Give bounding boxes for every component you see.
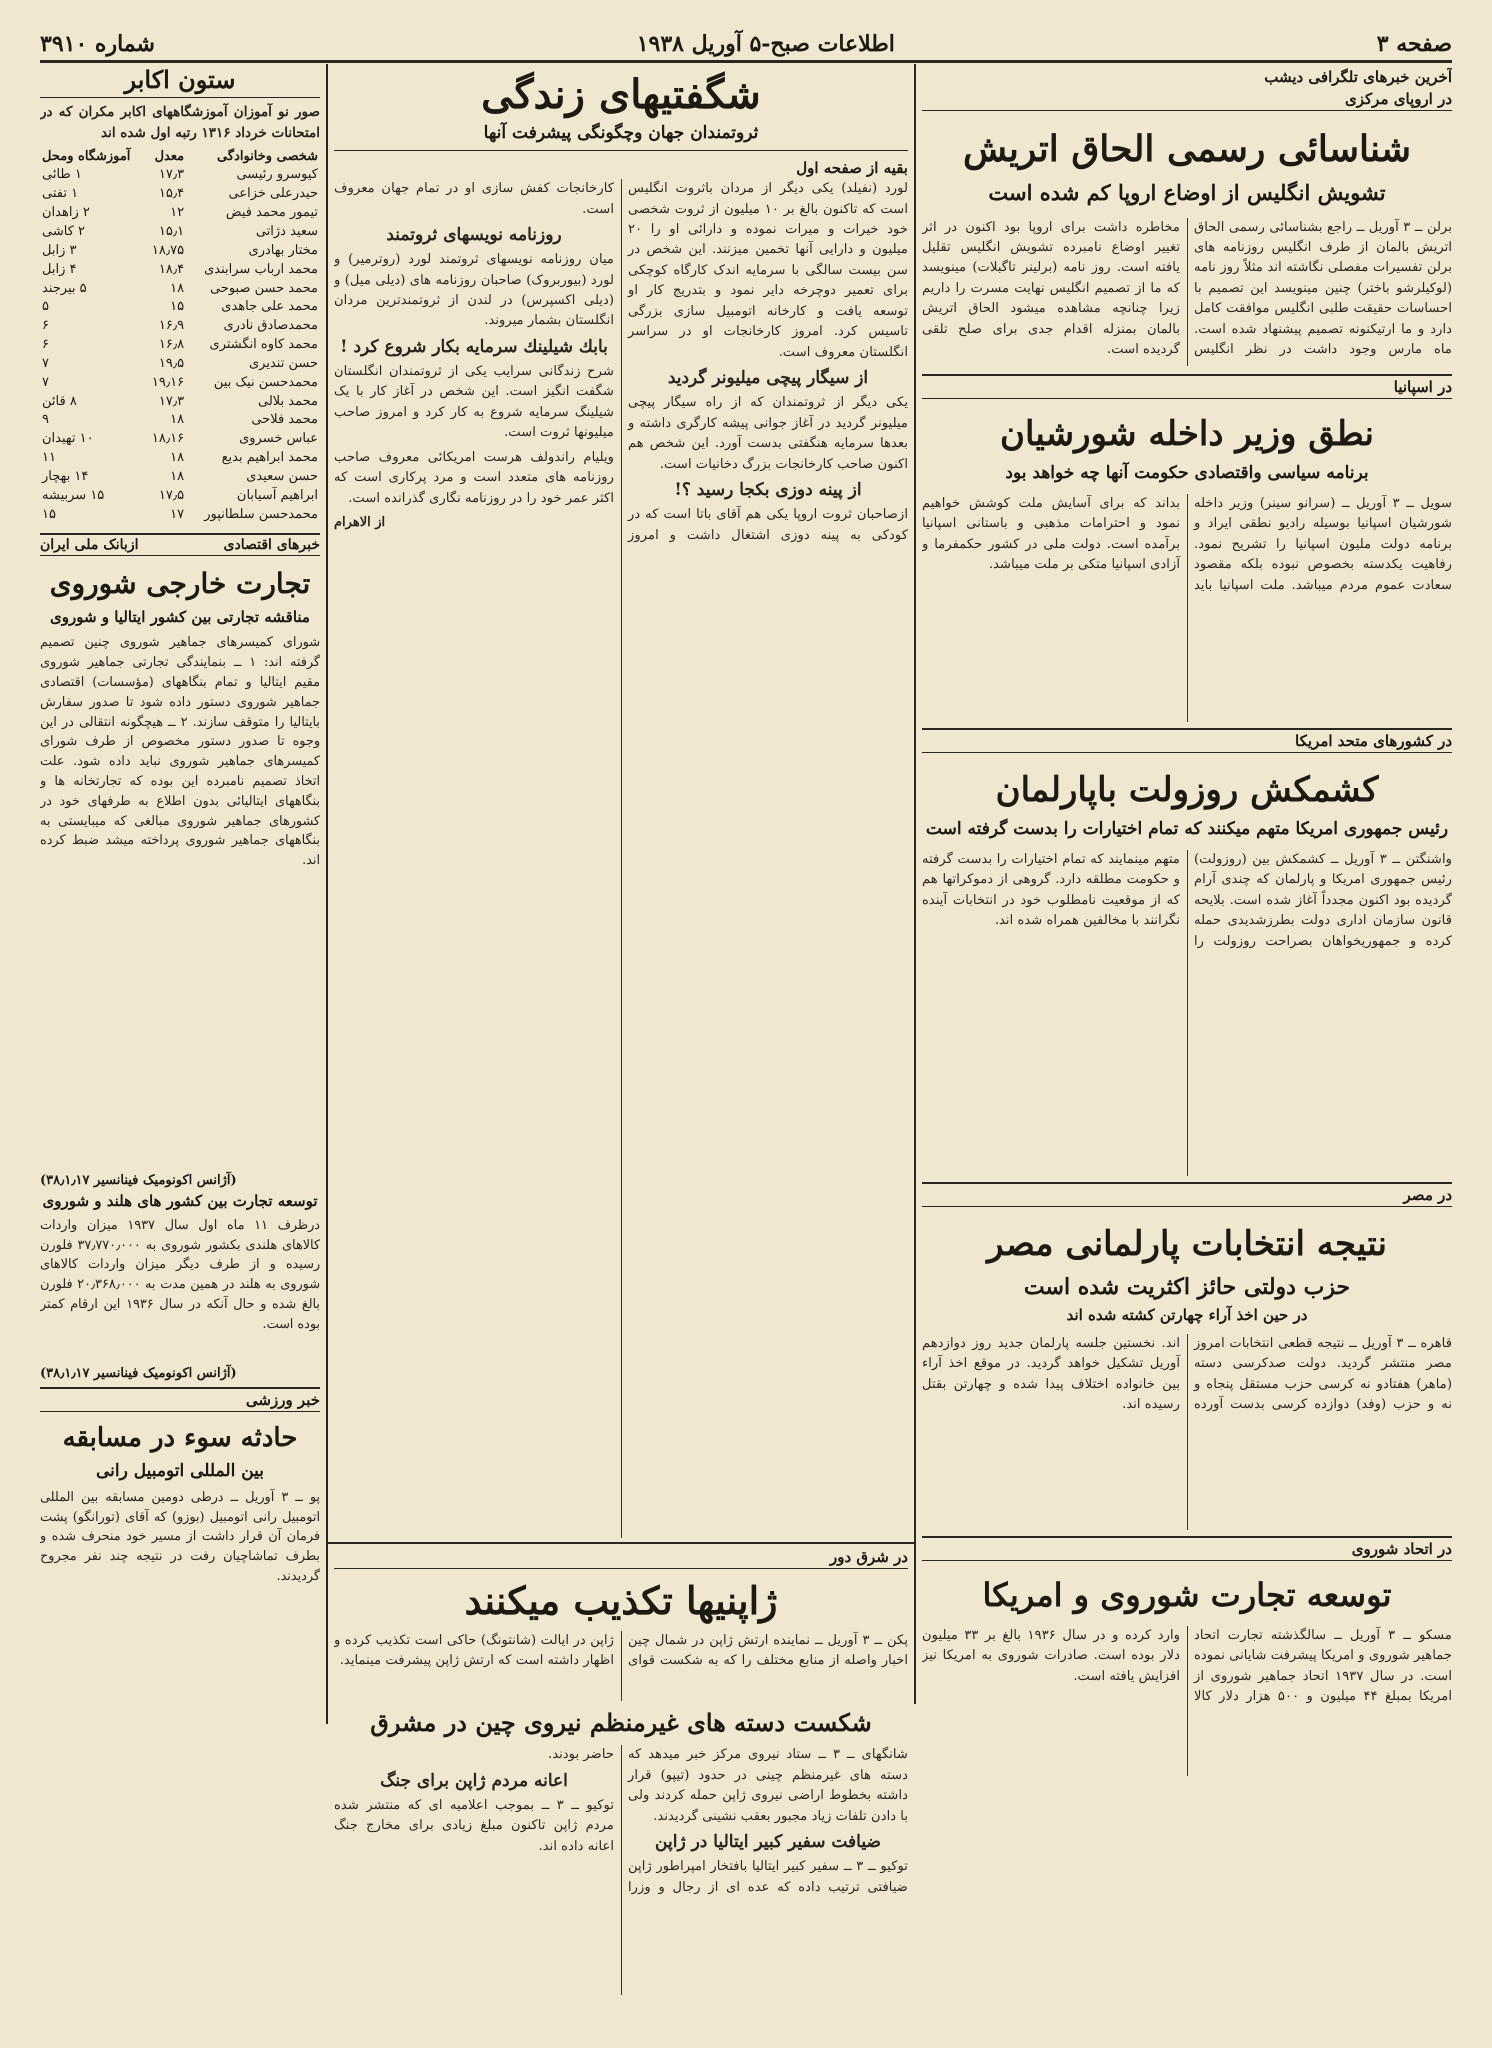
table-row xyxy=(40,506,320,525)
table-cell: عباس خسروی xyxy=(239,431,318,447)
subhead-austria: تشویش انگلیس از اوضاع اروپا کم شده است xyxy=(988,180,1386,206)
article-sport: پو ــ ۳ آوریل ــ درطی دومین مسابقه بین المللی اتومبیل رانی اتومبیل (بوزو) که آقای (تورانگو) پشت فرمان آن قرار داشت از مسیر خود منحرف شده و بطرف تماشاچیان رفت در نتیجه چند نفر مجروح گردیدند. xyxy=(40,1489,320,1584)
table-cell: ۱۵ سربیشه xyxy=(42,487,105,503)
subhead-egypt: حزب دولتی حائز اکثریت شده است xyxy=(1023,1274,1351,1301)
article-america: واشنگتن ــ ۳ آوریل ــ کشمکش بین (روزولت) رئیس جمهوری امریکا و پارلمان که چندی آرام گردیده بود اکنون مجدداً آغاز شده است. بلایحه قانون سازمان اداری دولت بطرزشدیدی حمله کرده و جمهوریخواهان بصراحت روزولت را متهم مینمایند که تمام اختیارات را بدست گرفته و حکومت مطلقه دارد. گروهی از دموکراتها هم که از موقعیت نامطلوب خود در انتخابات آینده نگرانند با مخالفین همراه شده اند. xyxy=(922,851,1452,949)
table-cell: محمد ارباب سرابندی xyxy=(204,261,318,277)
far-east-section xyxy=(334,1546,908,2046)
headline-soviet-us: توسعه تجارت شوروی و امریکا xyxy=(982,1575,1392,1614)
section-rule xyxy=(326,1542,916,1544)
table-cell: ۱۷٫۳ xyxy=(158,167,185,183)
headline-wonders: شگفتیهای زندگی xyxy=(481,71,761,118)
section-label: ازبانک ملی ایران xyxy=(40,536,139,553)
wonders-para: شرح زندگانی سرایب یکی از ثروتمندان انگلستان شگفت انگیز است. این شخص در آغاز کار با یک شیلینگ سرمایه شروع به کار کرد و امروز صاحب میلیونها ثروت است. xyxy=(334,364,614,441)
table-cell: ۲ کاشی xyxy=(42,224,85,240)
masthead-rule xyxy=(40,60,1452,63)
table-cell: محمدحسن نیک بین xyxy=(213,374,318,390)
article-japan-2 xyxy=(334,1745,908,1995)
table-cell: ۱۴ بهچار xyxy=(42,468,89,484)
table-row xyxy=(40,185,320,204)
table-cell: ۱۹٫۱۶ xyxy=(151,374,185,390)
table-row xyxy=(40,280,320,299)
column-rule xyxy=(326,64,328,1724)
table-cell: ۱۰ تهیدان xyxy=(42,431,94,447)
headline-japan: ژاپنیها تکذیب میکنند xyxy=(464,1578,778,1623)
section-label: در اتحاد شوروی xyxy=(922,1536,1452,1561)
table-cell: ابراهیم آسیابان xyxy=(236,487,318,503)
article-austria: برلن ــ ۳ آوریل ــ راجع بشناسائی رسمی الحاق اتریش بالمان از طرف انگلیس روزنامه های برلن تفسیرات مفصلی نگاشته اند مثلاً روز نامه (لوکیلرشو باختر) چنین مینویسد این تصمیم با احساسات حقیقت طلبی انگلیس موافقت کامل دارد و ما ارتیکنونه تصمیم پیشنهاد شده است. ماه مارس وجود داشت در نظر انگلیس مخاطره داشت برای اروپا بود اکنون در اثر تغییر اوضاع نامبرده تشویش انگلیس تقلیل یافته است. روز نامه (برلینر تاگبلات) مینویسد که ما از تصمیم انگلیس نهایت مسرت را داریم زیرا چنانچه مشاهده میشود الحاق اتریش بالمان بمنزله اقدام جدی برای صلح تلقی گردیده است. xyxy=(922,219,1452,358)
economic-section-bar xyxy=(40,533,320,556)
table-cell: محمدحسن سلطانپور xyxy=(204,506,318,522)
col-header: آموزشگاه ومحل xyxy=(42,148,131,164)
masthead xyxy=(40,30,1452,58)
adult-class-rows xyxy=(40,166,320,524)
table-row xyxy=(40,336,320,355)
headline-austria: شناسائی رسمی الحاق اتریش xyxy=(962,128,1412,170)
headline-spain: نطق وزیر داخله شورشیان xyxy=(1000,413,1374,454)
col-header: شخصی وخانوادگی xyxy=(217,148,318,164)
table-cell: ۱۸ xyxy=(170,450,185,466)
table-cell: ۶ xyxy=(42,337,49,353)
paper-date: اطلاعات صبح-۵ آوریل ۱۹۳۸ xyxy=(636,31,895,57)
headline-holland-trade: توسعه تجارت بین کشور های هلند و شوروی xyxy=(42,1192,318,1211)
japan-para: توکیو ــ ۳ ــ بموجب اعلامیه ای که منتشر شده مردم ژاپن تاکنون مبلغ زیادی برای مخارج جنگ اعانه داده اند. xyxy=(334,1798,614,1854)
table-row xyxy=(40,242,320,261)
adult-class-table xyxy=(40,148,320,525)
table-cell: ۱۵٫۴ xyxy=(158,186,185,202)
section-label: در شرق دور xyxy=(334,1546,908,1569)
table-cell: ۲ زاهدان xyxy=(42,205,90,221)
table-cell: محمد فلاحی xyxy=(251,412,318,428)
wonders-para: لورد (نفیلد) یکی دیگر از مردان باثروت انگلیس است که تاکنون بالغ بر ۱۰ میلیون از ثروت شخصی خود خیرات و میرات نموده و دارائی او را ۲۰ میلیون و دارایی آنها تخمین میزنند. این شخص در سن بیست سالگی با سرمایه اندک کارگاه کوچکی برای تعمیر دوچرخه دایر نمود و بتدریج کار او توسعه یافت و کارخانه اتومبیل سازی بزرگی تاسیس کرد. امروز کارخانجات او در سراسر انگلستان معروف است. xyxy=(628,181,908,360)
article-holland-trade: درظرف ۱۱ ماه اول سال ۱۹۳۷ میزان واردات کالاهای هلندی بکشور شوروی به ۳۷٫۷۷۰٫۰۰۰ فلورن رسیده و از طرف دیگر میزان واردات کالاهای شوروی به هلند در همین مدت به ۲۰٫۳۶۸٫۰۰۰ فلورن بالغ شده و حال آنکه در سال ۱۹۳۶ این ارقام کمتر بوده است. xyxy=(40,1217,320,1332)
table-cell: ۱۸ xyxy=(170,412,185,428)
table-cell: سعید دژاتی xyxy=(255,224,318,240)
table-cell: ۱۸٫۷۵ xyxy=(151,242,185,258)
wonders-para: یکی دیگر از ثروتمندان که از راه سیگار پیچی میلیونر گردید در آغاز جوانی پیشه کارگری داشته و بعدها سرمایه هنگفتی بدست آورد. این شخص هم اکنون صاحب کارخانجات بزرگ دخانیات است. xyxy=(628,395,908,472)
table-cell: ۱۷٫۳ xyxy=(158,393,185,409)
table-cell: محمدصادق نادری xyxy=(223,318,318,334)
table-cell: ۳ زابل xyxy=(42,242,77,258)
table-row xyxy=(40,487,320,506)
left-column xyxy=(40,66,320,2046)
section-label: در کشورهای متحد امریکا xyxy=(922,728,1452,753)
subhead-foreign-trade: مناقشه تجارتی بین کشور ایتالیا و شوروی xyxy=(50,607,310,626)
table-cell: ۵ بیرجند xyxy=(42,280,87,296)
japan-subhead: ضیافت سفیر کبیر ایتالیا در ژاپن xyxy=(655,1832,881,1853)
table-cell: ۸ قائن xyxy=(42,393,77,409)
table-row xyxy=(40,355,320,374)
table-cell: ۱۵٫۱ xyxy=(158,224,185,240)
headline-egypt: نتیجه انتخابات پارلمانی مصر xyxy=(987,1223,1387,1264)
issue-number: شماره ۳۹۱۰ xyxy=(40,31,155,57)
col-header: معدل xyxy=(154,148,185,164)
table-cell: حسن تندیری xyxy=(249,355,318,371)
subhead-spain: برنامه سیاسی واقتصادی حکومت آنها چه خواهد بود xyxy=(1005,462,1369,483)
table-row xyxy=(40,430,320,449)
section-label: در مصر xyxy=(922,1182,1452,1207)
subhead-sport: بین المللی اتومبیل رانی xyxy=(95,1460,265,1481)
smallhead-egypt: در حین اخذ آراء چهارتن کشته شده اند xyxy=(1066,1306,1308,1325)
table-cell: ۱۲ xyxy=(170,205,185,221)
source-label: (آژانس اکونومیک فینانسیر ۳۸٫۱٫۱۷) xyxy=(40,1173,237,1189)
table-cell: ۷ xyxy=(42,374,49,390)
adult-class-intro: صور نو آموزان آموزشگاههای اکابر مکران که در امتحانات خرداد ۱۳۱۶ رتبه اول شده اند xyxy=(40,103,320,141)
kicker: آخرین خبرهای تلگرافی دیشب xyxy=(1264,68,1452,86)
table-cell: ۴ زابل xyxy=(42,261,77,277)
wonders-subhead: بابك شیلینك سرمایه بكار شروع كرد ! xyxy=(340,336,608,357)
table-row xyxy=(40,223,320,242)
wonders-subhead: از پینه دوزی بکجا رسید ؟! xyxy=(674,480,862,501)
article-soviet-us: مسکو ــ ۳ آوریل ــ سالگذشته تجارت اتحاد جماهیر شوروی و امریکا پیشرفت شایانی نموده است. در سال ۱۹۳۷ اتحاد جماهیر شوروی از امریکا بمبلغ ۴۴ میلیون و ۵۰۰ هزار دلار کالا وارد کرده و در سال ۱۹۳۶ بالغ بر ۳۳ میلیون دلار بوده است. صادرات شوروی به امریکا نیز افزایش یافته است. xyxy=(922,1627,1452,1705)
japan-subhead: اعانه مردم ژاپن برای جنگ xyxy=(380,1770,568,1791)
table-cell: ۶ xyxy=(42,318,49,334)
table-cell: حیدرعلی خزاعی xyxy=(228,186,318,202)
section-label: در اروپای مرکزی xyxy=(922,88,1452,111)
article-egypt: قاهره ــ ۳ آوریل ــ نتیجه قطعی انتخابات امروز مصر منتشر گردید. دولت صدکرسی دسته (ماهر) هفتادو نه کرسی حزب مستقل پنجاه و نه و حزب (وفد) دوازده کرسی بدست آورده اند. نخستین جلسه پارلمان جدید روز دوازدهم آوریل تشکیل خواهد گردید. در موقع اخذ آراء بین خانواده اختلاف پیدا شده و چهارتن بقتل رسیده اند. xyxy=(922,1335,1452,1413)
section-label: خبرهای اقتصادی xyxy=(223,536,320,553)
article-foreign-trade: شورای کمیسرهای جماهیر شوروی چنین تصمیم گرفته اند: ۱ ــ بنمایندگی تجارتی جماهیر شوروی مقیم ایتالیا و تمام بنگاههای (مؤسسات) اقتصادی جماهیر شوروی دستور داده شود تا صدور سفارش بایتالیا را متوقف سازند. ۲ ــ هیچگونه انتقالی در این وجوه تا صدور دستور مخصوص از طرف شورای کمیسرهای جماهیر شوروی نباید داده شود. علت اتخاذ تصمیم نامبرده این بوده که تجارتخانه ها و بنگاههای ایتالیائی بدون اطلاع به طرفهای خود در کشورهای جماهیر شوروی مبالغی که میبایستی به بنگاههای جماهیر شوروی پرداخته میشد ضبط کرده اند. xyxy=(40,635,320,869)
table-cell: ۱۹٫۵ xyxy=(158,355,185,371)
table-cell: ۱۸ xyxy=(170,280,185,296)
headline-sport: حادثه سوء در مسابقه xyxy=(62,1422,298,1453)
table-cell: ۵ xyxy=(42,299,49,315)
table-cell: ۹ xyxy=(42,412,49,428)
wonders-para: ازصاحبان ثروت اروپا یکی هم آقای باتا است که در کودکی به پینه دوزی اشتغال داشت و امروز کارخانجات کفش سازی او در تمام جهان معروف است. xyxy=(334,181,908,543)
japan-para: توکیو ــ ۳ ــ سفیر کبیر ایتالیا بافتخار امپراطور ژاپن ضیافتی ترتیب داده که عده ای از رجال و وزرا حاضر بودند. xyxy=(548,1747,908,1895)
table-cell: ۱ تفتی xyxy=(42,186,79,202)
table-row xyxy=(40,298,320,317)
table-cell: محمد ابراهیم بدیع xyxy=(221,450,318,466)
table-cell: ۱۸ xyxy=(170,468,185,484)
subhead-wonders: ثروتمندان جهان وچگونگی پیشرفت آنها xyxy=(334,122,908,151)
column-rule xyxy=(914,64,916,1704)
wonders-para: میان روزنامه نویسهای ثروتمند لورد (روترمیر) و لورد (بیوربروک) صاحبان روزنامه های (دیلی میل) و (دیلی اکسپرس) در لندن از ثروتمندترین مردان انگلستان بشمار میروند. xyxy=(334,252,614,329)
table-row xyxy=(40,374,320,393)
headline-adult-class: ستون اکابر xyxy=(40,66,320,98)
table-cell: ۱۵ xyxy=(170,299,185,315)
table-cell: ۱۸٫۱۶ xyxy=(151,431,185,447)
wonders-para: ویلیام راندولف هرست امریکائی معروف صاحب روزنامه های متعدد است و مرد پرکاری است که اکثر عمر خود را در روزنامه نگاری گذرانده است. xyxy=(334,449,614,506)
table-cell: محمد بلالی xyxy=(258,393,318,409)
table-cell: کیوسرو رئیسی xyxy=(236,167,318,183)
subhead-america: رئیس جمهوری امریکا متهم میکنند که تمام اختیارات را بدست گرفته است xyxy=(925,818,1449,839)
table-cell: ۱۶٫۹ xyxy=(158,318,185,334)
article-spain: سویل ــ ۳ آوریل ــ (سرانو سینر) وزیر داخله شورشیان اسپانیا بوسیله رادیو نطقی ایراد و برنامه دولت ملیون اسپانیا را تشریح نمود. رفاهیت یکدسته بخصوص نبوده بلکه مقصود سعادت عموم مردم میباشد. ملت اسپانیا باید بداند که برای آسایش ملت کوشش خواهیم نمود و احترامات مذهبی و باستانی اسپانیا برآمده است. دولت ملی در کشور حکمفرما و آزادی اسپانیا متکی بر ملت میباشد. xyxy=(922,495,1452,593)
continued-label: بقیه از صفحه اول xyxy=(796,159,908,178)
section-label: در اسپانیا xyxy=(922,374,1452,399)
table-cell: ۱۶٫۸ xyxy=(158,337,185,353)
headline-america: کشمکش روزولت باپارلمان xyxy=(995,769,1379,810)
source-label: (آژانس اکونومیک فینانسیر ۳۸٫۱٫۱۷) xyxy=(40,1365,237,1381)
section-label: خبر ورزشی xyxy=(40,1387,320,1412)
table-cell: تیمور محمد فیض xyxy=(225,205,318,221)
table-cell: ۱۷ xyxy=(170,506,185,522)
table-cell: ۱۷٫۵ xyxy=(158,487,185,503)
wonders-subhead: از سیگار پیچی میلیونر گردید xyxy=(667,368,869,389)
table-row xyxy=(40,317,320,336)
table-cell: ۱۱ xyxy=(42,450,56,466)
table-cell: محمد علی جاهدی xyxy=(221,299,318,315)
japan-para: شانگهای ــ ۳ ــ ستاد نیروی مرکز خبر میدهد که دسته های غیرمنظم چینی در حدود (تیپو) قرار داشته بخطوط اراضی نیروی ژاپن حمله کردند ولی با دادن تلفات زیاد مجبور بعقب نشینی گردیدند. xyxy=(628,1747,908,1824)
table-cell: مختار بهادری xyxy=(248,242,318,258)
right-column xyxy=(922,66,1452,2046)
table-row xyxy=(40,468,320,487)
table-row xyxy=(40,261,320,280)
headline-foreign-trade: تجارت خارجی شوروی xyxy=(49,566,311,600)
table-cell: ۷ xyxy=(42,355,49,371)
center-column xyxy=(334,66,908,1538)
wonders-subhead: روزنامه نویسهای ثروتمند xyxy=(386,225,562,245)
table-cell: محمد کاوه انگشتری xyxy=(209,337,318,353)
table-row xyxy=(40,166,320,185)
table-row xyxy=(40,204,320,223)
table-cell: ۱ طائی xyxy=(42,167,82,183)
table-row xyxy=(40,449,320,468)
table-row xyxy=(40,411,320,430)
page-label: صفحه ۳ xyxy=(1376,31,1452,57)
article-wonders xyxy=(334,179,908,1538)
table-cell: ۱۸٫۴ xyxy=(158,261,185,277)
table-cell: حسن سعیدی xyxy=(246,468,318,484)
table-cell: محمد حسن صبوحی xyxy=(209,280,318,296)
source-label: از الاهرام xyxy=(334,515,386,531)
article-japan: پکن ــ ۳ آوریل ــ نماینده ارتش ژاپن در شمال چین اخبار واصله از منابع مختلف را که به شکست قوای ژاپن در ایالت (شانتونگ) حاکی است تکذیب کرده و اظهار داشته است که ارتش ژاپن پیشرفت مینماید. xyxy=(334,1632,908,1669)
table-cell: ۱۵ xyxy=(42,506,56,522)
table-row xyxy=(40,393,320,412)
headline-japan-2: شکست دسته های غیرمنظم نیروی چین در مشرق xyxy=(370,1707,872,1737)
